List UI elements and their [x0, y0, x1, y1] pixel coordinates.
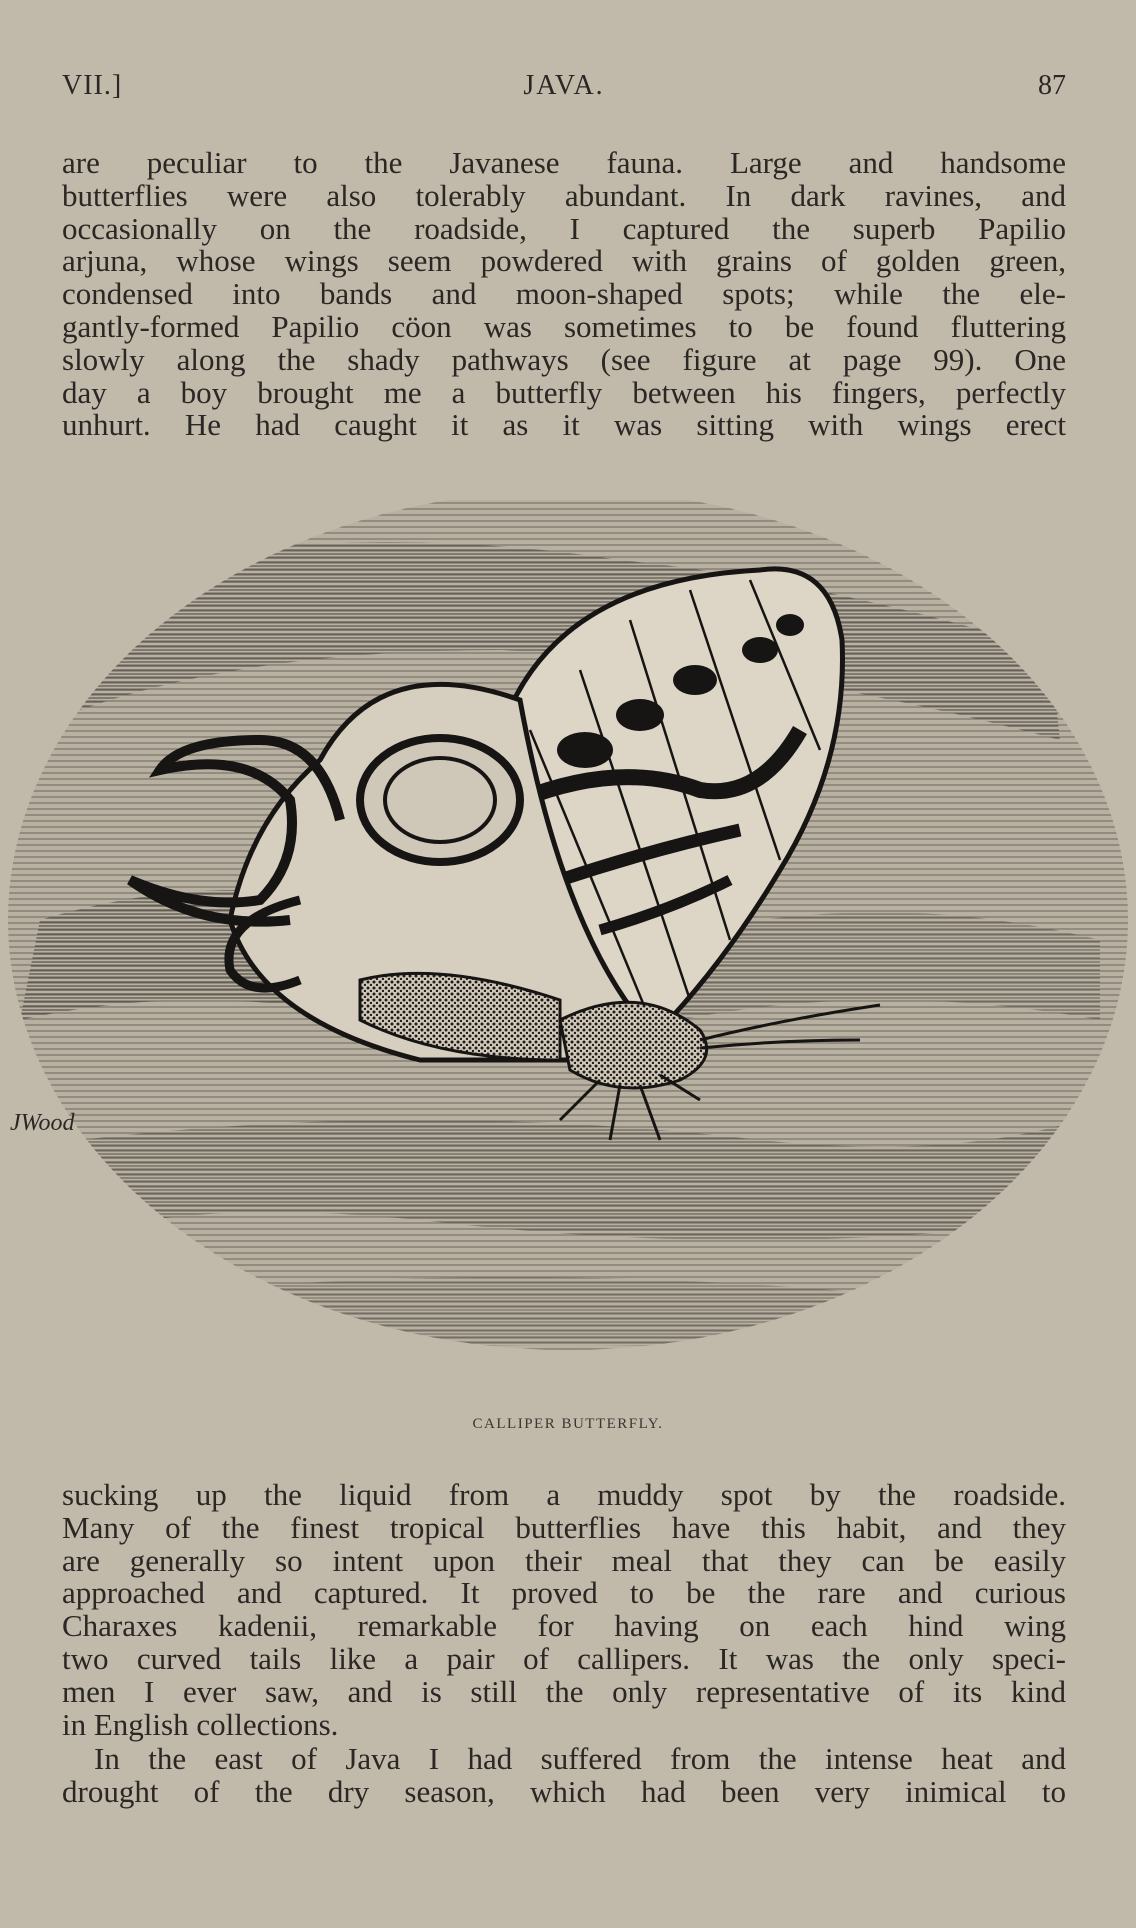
text-line: Charaxes kadenii, remarkable for having on each hind wing [62, 1608, 1066, 1644]
text-line: unhurt. He had caught it as it was sitting with wings erect [62, 407, 1066, 443]
paragraph-final [62, 1743, 1066, 1809]
text-line: condensed into bands and moon-shaped spots; while the ele- [62, 276, 1066, 312]
paragraph-before-figure [62, 147, 1066, 442]
text-line: arjuna, whose wings seem powdered with grains of golden green, [62, 243, 1066, 279]
text-line: In the east of Java I had suffered from the intense heat and [94, 1741, 1066, 1776]
text-line: in English collections. [62, 1706, 339, 1742]
paragraph-after-figure [62, 1479, 1066, 1741]
text-line: men I ever saw, and is still the only representative of its kind [62, 1673, 1066, 1709]
chapter-marker: VII.] [62, 70, 123, 101]
figure-caption: CALLIPER BUTTERFLY. [472, 1416, 664, 1432]
running-head [62, 70, 1066, 110]
text-line: Many of the finest tropical butterflies have this habit, and they [62, 1509, 1066, 1545]
running-title: JAVA. [523, 70, 605, 101]
text-line: gantly-formed Papilio cöon was sometimes to be found fluttering [62, 308, 1066, 344]
text-line: are generally so intent upon their meal that they can be easily [62, 1542, 1066, 1578]
text-line: butterflies were also tolerably abundant. In dark ravines, and [62, 177, 1066, 213]
page-number: 87 [1038, 70, 1066, 101]
text-line: day a boy brought me a butterfly between his fingers, perfectly [62, 374, 1066, 410]
text-line: occasionally on the roadside, I captured the superb Papilio [62, 210, 1066, 246]
text-line: two curved tails like a pair of callipers. It was the only speci- [62, 1640, 1066, 1676]
text-line: approached and captured. It proved to be the rare and curious [62, 1575, 1066, 1611]
text-line: sucking up the liquid from a muddy spot by the roadside. [62, 1477, 1066, 1512]
text-line: slowly along the shady pathways (see figure at page 99). One [62, 341, 1066, 377]
text-line: drought of the dry season, which had been very inimical to [62, 1773, 1066, 1809]
engraver-signature: JWood [10, 1110, 75, 1136]
calliper-butterfly-illustration [0, 500, 1136, 1400]
text-line: are peculiar to the Javanese fauna. Large and handsome [62, 145, 1066, 180]
engraving-figure [0, 500, 1136, 1400]
